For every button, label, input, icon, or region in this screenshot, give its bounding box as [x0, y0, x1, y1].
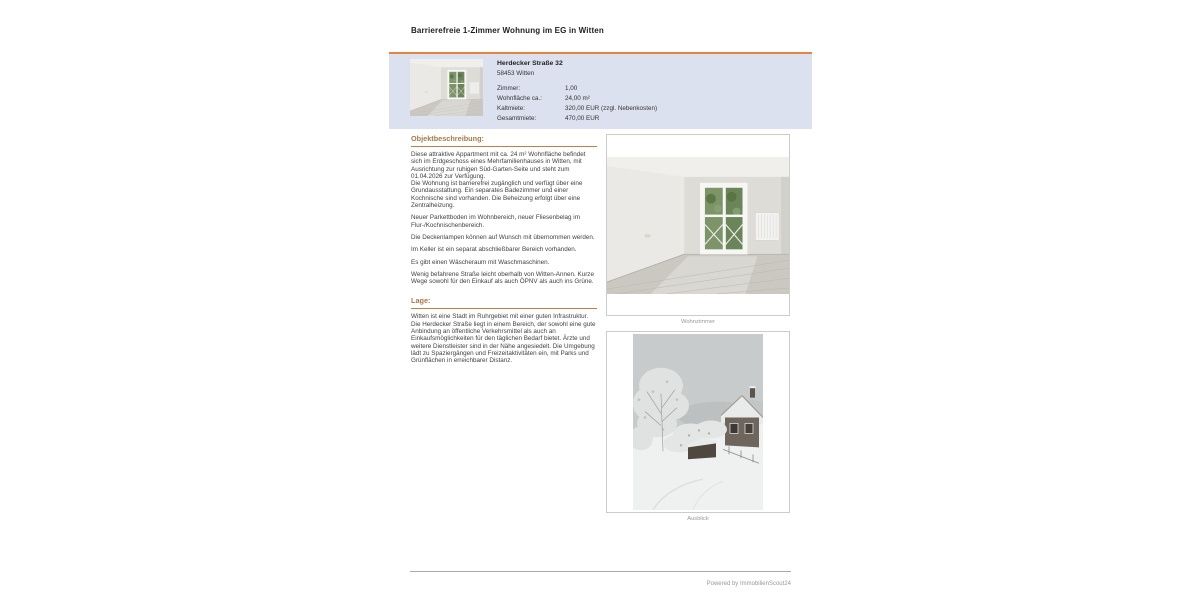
location-paragraph: Witten ist eine Stadt im Ruhrgebiet mit einer guten Infrastruktur. Die Herdecker Straße liegt in einem Bereich, der sowohl eine gute Anbindung an öffentliche Verkehrsmittel als auch an Einkaufsmöglichkeiten für den täglichen Bedarf bietet. Ärzte und weitere Dienstleister sind in der Nähe angesiedelt. Die Umgebung lädt zu Spaziergängen und Freizeitaktivitäten ein, mit Parks und Grünflächen in erreichbarer Distanz. — [411, 313, 596, 365]
description-paragraph: Neuer Parkettboden im Wohnbereich, neuer Fliesenbelag im Flur-/Kochnischenbereich. — [411, 214, 580, 229]
fact-label: Wohnfläche ca.: — [497, 94, 543, 102]
main-content — [411, 134, 790, 528]
description-paragraph: Die Deckenlampen können auf Wunsch mit übernommen werden. — [411, 233, 595, 241]
city-address: 58453 Witten — [497, 69, 535, 77]
fact-value: 24,00 m² — [565, 94, 590, 102]
photo-ausblick — [606, 331, 790, 513]
fact-label: Kaltmiete: — [497, 104, 525, 112]
property-summary-box — [389, 54, 812, 129]
location-heading: Lage: — [411, 296, 597, 309]
description-paragraph: Es gibt einen Wäscheraum mit Waschmaschinen. — [411, 258, 550, 266]
page-footer — [410, 571, 791, 590]
table-row — [497, 95, 657, 105]
fact-label: Gesamtmiete: — [497, 114, 537, 122]
fact-value: 470,00 EUR — [565, 114, 600, 122]
table-row — [497, 85, 657, 95]
property-thumbnail-photo — [410, 59, 483, 116]
property-summary-info — [497, 59, 657, 129]
page-title: Barrierefreie 1-Zimmer Wohnung im EG in Witten — [411, 26, 604, 35]
table-row — [497, 105, 657, 115]
description-paragraph: Diese attraktive Appartment mit ca. 24 m² Wohnfläche befindet sich im Erdgeschoss eines Mehrfamilienhauses in Witten, mit Ausrichtung zur ruhigen Süd-Garten-Seite und steht zum 01.04.2026 zur Verfügung. — [411, 151, 586, 180]
photo-wohnzimmer — [606, 134, 790, 316]
table-row — [497, 115, 657, 125]
fact-label: Zimmer: — [497, 84, 521, 92]
street-address: Herdecker Straße 32 — [497, 60, 563, 67]
text-column — [411, 134, 597, 528]
description-paragraph: Wenig befahrene Straße leicht oberhalb von Witten-Annen. Kurze Wege sowohl für den Einkauf als auch ÖPNV als auch ins Grüne. — [411, 270, 594, 286]
fact-value: 320,00 EUR (zzgl. Nebenkosten) — [565, 104, 658, 112]
description-paragraph: Im Keller ist ein separat abschließbarer Bereich vorhanden. — [411, 246, 577, 254]
photo-column — [606, 134, 790, 528]
fact-value: 1,00 — [565, 84, 578, 92]
photo-caption: Ausblick — [687, 516, 709, 522]
description-heading: Objektbeschreibung: — [411, 134, 597, 147]
expose-page — [389, 0, 812, 600]
description-paragraph: Die Wohnung ist barrierefrei zugänglich und verfügt über eine Grundausstattung. Ein separates Badezimmer und einer Kochnische sind vorhanden. Die Beheizung erfolgt über eine Zentralheizung. — [411, 180, 583, 210]
key-facts-table — [497, 85, 657, 125]
photo-caption: Wohnzimmer — [680, 319, 716, 325]
powered-by-label: Powered by ImmobilienScout24 — [706, 581, 791, 587]
